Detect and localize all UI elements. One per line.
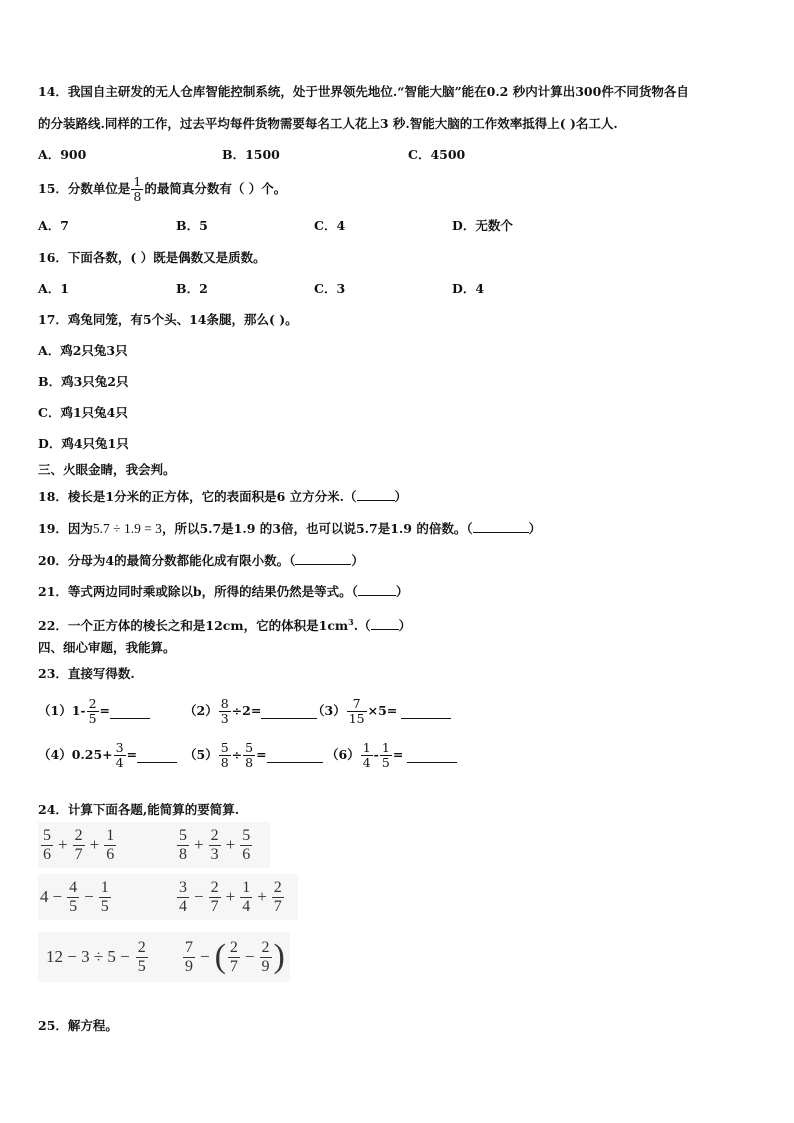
frac-den: 4 [242, 897, 251, 915]
q23-item-5-blank [267, 748, 323, 763]
q23-item-fraction [361, 741, 373, 770]
q24-expression-4 [176, 876, 285, 918]
q21-answer-blank [358, 581, 396, 596]
frac-den: 6 [242, 845, 251, 863]
q23-item-4 [38, 736, 177, 774]
frac [41, 827, 53, 864]
q23-item-label: （1）1- [38, 703, 86, 718]
q22-superscript: 3 [348, 617, 354, 627]
q19-pre: 19．因为 [38, 521, 93, 536]
q17-option-b: B．鸡3只兔2只 [38, 374, 129, 389]
q20-stem [38, 550, 364, 571]
frac [272, 879, 284, 916]
q15-fraction-den: 8 [133, 188, 142, 204]
frac-num: 5 [43, 826, 51, 844]
q23-item-3 [312, 692, 451, 730]
q23-item-equals: = [256, 747, 267, 762]
q17-stem: 17．鸡兔同笼，有5个头、14条腿，那么( )。 [38, 312, 298, 327]
q16-option-b: B．2 [176, 281, 208, 296]
q22-answer-blank [371, 615, 399, 630]
q15-option-c: C．4 [314, 218, 346, 233]
lead-number: 4 [40, 887, 49, 906]
q16-option-a: A．1 [38, 281, 69, 296]
q23-item-4-blank [137, 748, 177, 763]
q23-item-label: （2） [184, 703, 218, 718]
q23-item-1-blank [110, 704, 150, 719]
frac-num: 1 [242, 878, 251, 896]
frac-den: 4 [115, 754, 124, 770]
frac [209, 879, 221, 916]
q23-item-fraction-b [380, 741, 392, 770]
operator: + [225, 835, 236, 854]
frac-den: 3 [220, 710, 229, 726]
q14-line2: 的分装路线.同样的工作，过去平均每件货物需要每名工人花上3 秒.智能大脑的工作效率抵得上( )名工人. [38, 116, 618, 131]
q14-option-c: C．4500 [408, 147, 466, 162]
frac-den: 5 [88, 710, 97, 726]
q16-option-d: D．4 [452, 281, 485, 296]
operator: − [200, 947, 210, 966]
frac [73, 827, 85, 864]
q19-post: ，所以5.7是1.9 的3倍，也可以说5.7是1.9 的倍数。（ [161, 521, 473, 536]
q18-text: 18．棱长是1分米的正方体，它的表面积是6 立方分米.（ [38, 489, 357, 504]
q23-item-5 [184, 736, 323, 774]
frac-den: 7 [74, 845, 83, 863]
frac-num: 8 [220, 695, 229, 711]
q21-stem [38, 581, 408, 602]
frac-den: 7 [210, 897, 219, 915]
q19-stem [38, 518, 541, 539]
q23-item-label: （6） [326, 747, 360, 762]
q24-title: 24．计算下面各题,能简算的要简算. [38, 802, 240, 817]
q15-pre: 15．分数单位是 [38, 181, 131, 196]
frac-num: 1 [362, 739, 371, 755]
q24-expression-5 [46, 935, 149, 979]
frac-num: 7 [185, 938, 193, 956]
q23-item-fraction-b [243, 741, 255, 770]
frac [104, 827, 116, 864]
frac-num: 4 [69, 878, 78, 896]
frac-den: 5 [100, 897, 109, 915]
frac-num: 1 [100, 878, 109, 896]
q22-stem [38, 612, 411, 636]
q24-expression-3 [40, 876, 112, 918]
q15-option-b: B．5 [176, 218, 208, 233]
frac [183, 939, 195, 976]
frac-num: 1 [381, 739, 390, 755]
q22-post: .（ [353, 618, 371, 634]
frac [67, 879, 79, 916]
frac-num: 5 [245, 739, 254, 755]
operator: + [257, 887, 267, 906]
frac-den: 6 [106, 845, 115, 863]
frac [240, 879, 252, 916]
frac-num: 2 [137, 938, 146, 956]
q21-close-paren: ） [395, 584, 409, 599]
frac-den: 5 [137, 957, 146, 975]
q20-close-paren: ） [351, 553, 364, 568]
frac [240, 827, 252, 864]
frac-den: 7 [273, 897, 282, 915]
frac-num: 1 [106, 826, 115, 844]
q23-item-operator: ×5= [367, 703, 398, 718]
q16-stem: 16．下面各数，( ）既是偶数又是质数。 [38, 250, 266, 265]
q15-stem [38, 172, 286, 206]
frac-den: 3 [210, 845, 219, 863]
q19-formula: 5.7 ÷ 1.9 = 3 [92, 521, 162, 536]
q23-item-2 [184, 692, 317, 730]
frac-den: 15 [348, 710, 365, 726]
q14-option-a: A．900 [38, 147, 87, 162]
frac-num: 5 [242, 826, 251, 844]
lead-expression: 12 − 3 ÷ 5 − [46, 947, 130, 966]
frac-num: 3 [115, 739, 124, 755]
section-3-heading: 三、火眼金睛，我会判。 [38, 462, 176, 477]
q17-option-a: A．鸡2只兔3只 [38, 343, 128, 358]
frac-den: 5 [69, 897, 78, 915]
q15-option-a: A．7 [38, 218, 69, 233]
q17-option-c: C．鸡1只兔4只 [38, 405, 128, 420]
frac-num: 2 [210, 826, 219, 844]
operator: + [225, 887, 236, 906]
frac [177, 879, 189, 916]
frac-den: 5 [381, 754, 390, 770]
q14-line1: 14．我国自主研发的无人仓库智能控制系统，处于世界领先地位.“智能大脑”能在0.2 秒内计算出300件不同货物各自 [38, 84, 689, 99]
q15-fraction [131, 175, 143, 204]
frac [260, 939, 272, 976]
frac-den: 8 [179, 845, 187, 863]
q17-option-d: D．鸡4只兔1只 [38, 436, 129, 451]
frac-den: 8 [245, 754, 254, 770]
q20-answer-blank [295, 550, 351, 565]
frac [228, 939, 240, 976]
q23-item-fraction [219, 697, 231, 726]
q23-item-label: （5） [184, 747, 218, 762]
q21-text: 21．等式两边同时乘或除以b，所得的结果仍然是等式。（ [38, 584, 358, 599]
frac-num: 5 [179, 826, 187, 844]
q23-item-operator: ÷ [231, 747, 243, 762]
q14-option-b: B．1500 [222, 147, 280, 162]
q23-item-equals: = [392, 747, 404, 762]
q25-title: 25．解方程。 [38, 1018, 118, 1033]
right-paren: ) [273, 938, 285, 975]
q24-expression-2 [176, 824, 253, 866]
q19-answer-blank [473, 518, 529, 533]
frac-den: 7 [229, 957, 238, 975]
q23-item-fraction [347, 697, 367, 726]
frac-den: 8 [220, 754, 229, 770]
q24-expression-1 [40, 824, 117, 866]
frac [209, 827, 221, 864]
q15-option-d: D．无数个 [452, 218, 513, 233]
operator: − [194, 887, 204, 906]
q22-pre: 22．一个正方体的棱长之和是12cm，它的体积是1cm [38, 618, 349, 634]
q18-stem [38, 486, 407, 507]
operator: − [84, 887, 94, 906]
q23-item-3-blank [401, 704, 451, 719]
operator: − [244, 947, 255, 966]
frac-num: 5 [220, 739, 229, 755]
frac-den: 6 [43, 845, 51, 863]
q23-title: 23．直接写得数. [38, 666, 135, 681]
q23-item-6 [326, 736, 457, 774]
frac [99, 879, 111, 916]
left-paren: ( [214, 938, 226, 975]
q23-item-label: （4）0.25+ [38, 747, 113, 762]
frac-den: 4 [179, 897, 187, 915]
frac-num: 2 [74, 826, 83, 844]
q16-option-c: C．3 [314, 281, 346, 296]
q23-item-label: （3） [312, 703, 346, 718]
frac-num: 7 [352, 695, 361, 711]
q23-item-operator: - [373, 747, 379, 762]
q15-post: 的最简真分数有（ ）个。 [144, 181, 287, 196]
q23-item-6-blank [407, 748, 457, 763]
q18-answer-blank [357, 486, 395, 501]
frac-num: 2 [229, 938, 238, 956]
q23-item-fraction [114, 741, 126, 770]
frac-den: 9 [185, 957, 193, 975]
section-4-heading: 四、细心审题，我能算。 [38, 640, 176, 655]
operator: − [52, 887, 63, 906]
q20-text: 20．分母为4的最简分数都能化成有限小数。（ [38, 553, 296, 568]
operator: + [58, 835, 68, 854]
frac [136, 939, 148, 976]
q23-item-1 [38, 692, 150, 730]
frac-num: 2 [210, 878, 219, 896]
q18-close-paren: ） [394, 489, 408, 504]
q23-item-2-blank [261, 704, 317, 719]
q24-expression-6 [182, 935, 286, 979]
q15-fraction-num: 1 [133, 173, 142, 189]
q19-close-paren: ） [528, 521, 542, 536]
q23-item-operator: ÷2= [231, 703, 262, 718]
q23-item-equals: = [99, 703, 111, 718]
q22-close-paren: ） [398, 618, 412, 634]
q23-item-equals: = [126, 747, 138, 762]
frac-num: 2 [88, 695, 97, 711]
frac [177, 827, 189, 864]
frac-num: 2 [261, 938, 270, 956]
frac-num: 3 [179, 878, 187, 896]
operator: + [89, 835, 100, 854]
frac-den: 9 [261, 957, 270, 975]
q23-item-fraction [87, 697, 99, 726]
q23-item-fraction [219, 741, 231, 770]
operator: + [194, 835, 204, 854]
frac-num: 2 [273, 878, 282, 896]
frac-den: 4 [362, 754, 371, 770]
